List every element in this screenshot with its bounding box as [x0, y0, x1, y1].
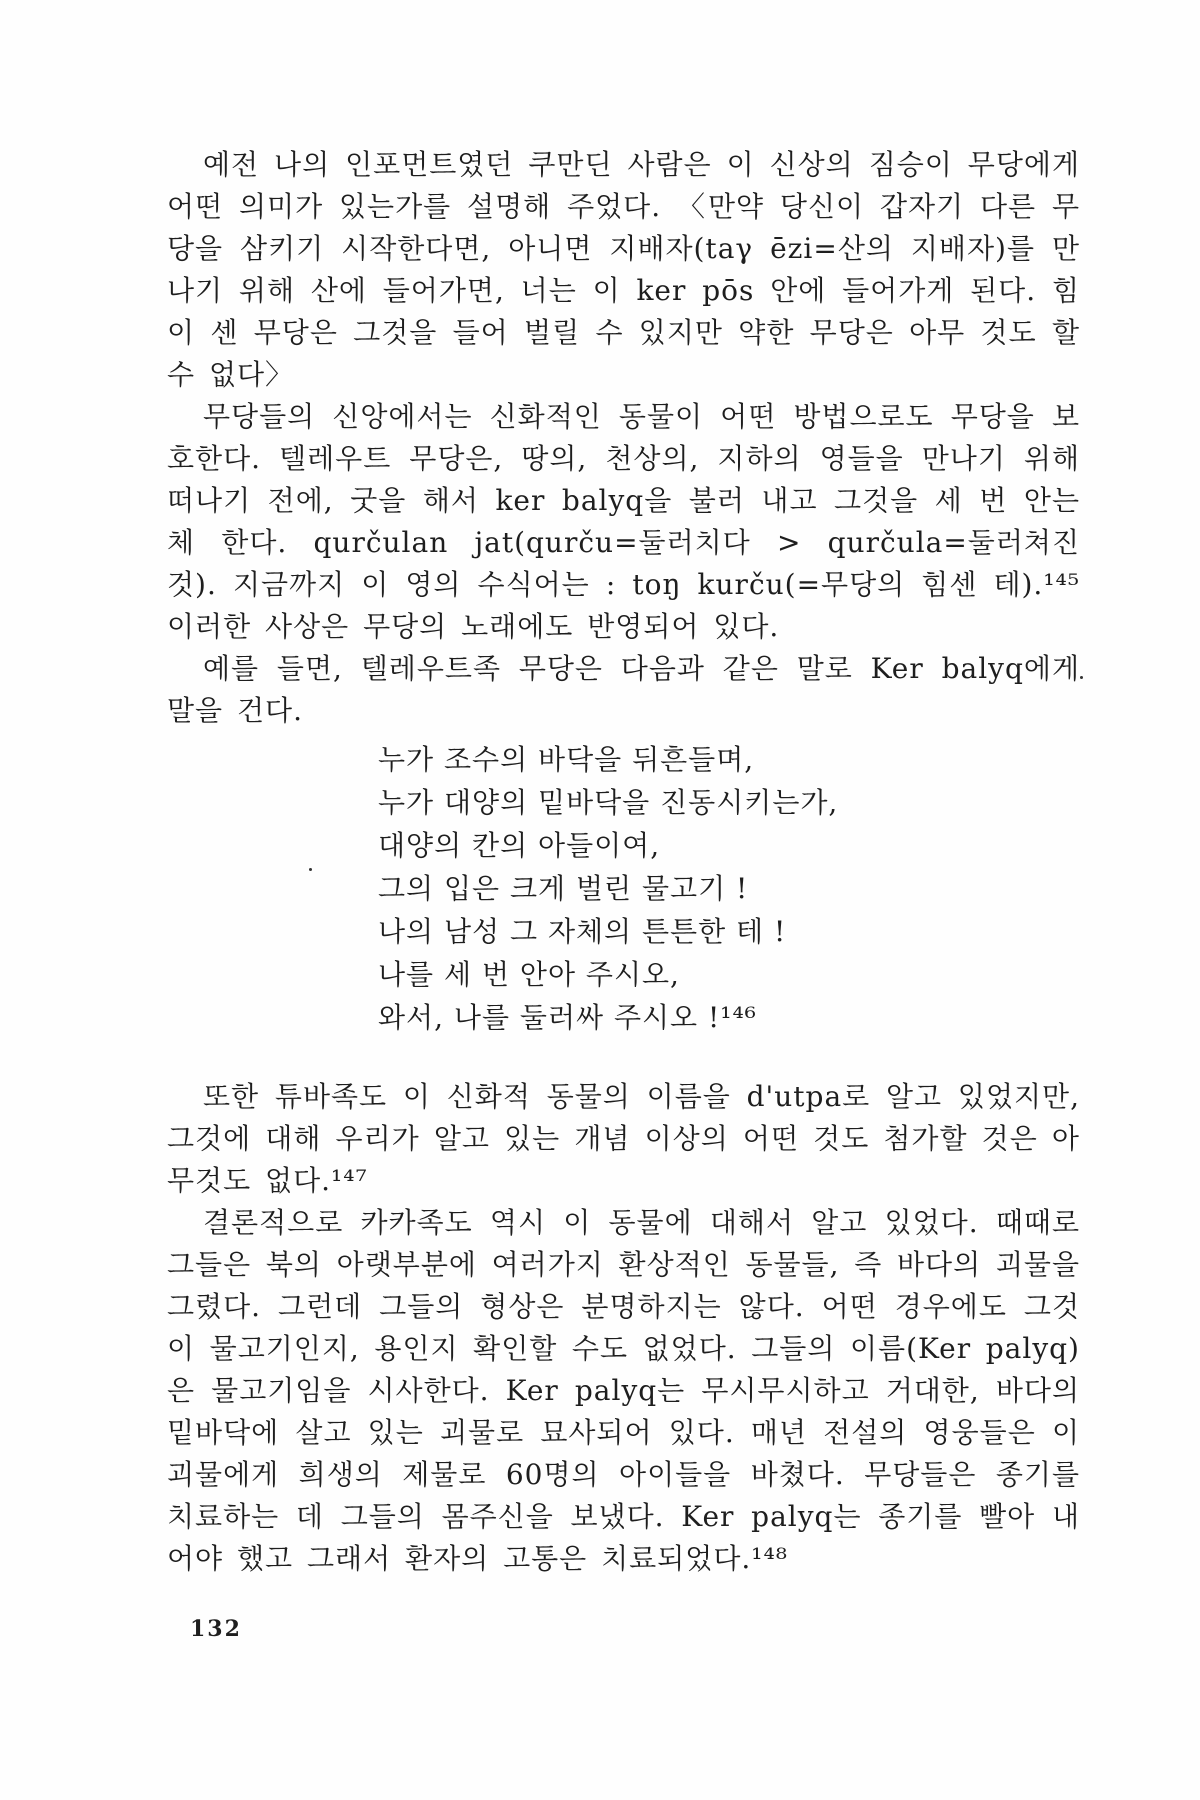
paragraph: 예전 나의 인포먼트였던 쿠만딘 사람은 이 신상의 짐승이 무당에게 어떤 의미가 있는가를 설명해 주었다. 〈만약 당신이 갑자기 다른 무당을 삼키기 시작한다면, 아니면 지배자(taγ ēzi=산의 지배자)를 만나기 위해 산에 들어가면, 너는 이 ker pōs 안에 들어가게 된다. 힘이 센 무당은 그것을 들어 벌릴 수 있지만 약한 무당은 아무 것도 할 수 없다〉 — [167, 148, 1080, 391]
body-text-top — [167, 144, 1080, 732]
body-text-bottom — [167, 1076, 1080, 1580]
verse-line: 와서, 나를 둘러싸 주시오 !¹⁴⁶ — [378, 1001, 757, 1034]
page-number: 132 — [190, 1616, 242, 1642]
paragraph: 결론적으로 카카족도 역시 이 동물에 대해서 알고 있었다. 때때로 그들은 북의 아랫부분에 여러가지 환상적인 동물들, 즉 바다의 괴물을 그렸다. 그런데 그들의 형상은 분명하지는 않다. 어떤 경우에도 그것이 물고기인지, 용인지 확인할 수도 없었다. 그들의 이름(Ker palyq)은 물고기임을 시사한다. Ker palyq는 무시무시하고 거대한, 바다의 밑바닥에 살고 있는 괴물로 묘사되어 있다. 매년 전설의 영웅들은 이 괴물에게 희생의 제물로 60명의 아이들을 바쳤다. 무당들은 종기를 치료하는 데 그들의 몸주신을 보냈다. Ker palyq는 종기를 빨아 내어야 했고 그래서 환자의 고통은 치료되었다.¹⁴⁸ — [167, 1206, 1080, 1575]
scan-speck — [1080, 676, 1083, 679]
quoted-verse — [378, 738, 998, 1039]
verse-line: 나의 남성 그 자체의 튼튼한 테 ! — [378, 915, 787, 948]
verse-line: 그의 입은 크게 벌린 물고기 ! — [378, 872, 749, 905]
paragraph: 예를 들면, 텔레우트족 무당은 다음과 같은 말로 Ker balyq에게 말을 건다. — [167, 652, 1080, 727]
paragraph: 또한 튜바족도 이 신화적 동물의 이름을 d'utpa로 알고 있었지만, 그것에 대해 우리가 알고 있는 개념 이상의 어떤 것도 첨가할 것은 아무것도 없다.¹⁴⁷ — [167, 1080, 1080, 1197]
paragraph: 무당들의 신앙에서는 신화적인 동물이 어떤 방법으로도 무당을 보호한다. 텔레우트 무당은, 땅의, 천상의, 지하의 영들을 만나기 위해 떠나기 전에, 굿을 해서 ker balyq을 불러 내고 그것을 세 번 안는 체 한다. qurčulan jat(qurču=둘러치다 > qurčula=둘러쳐진 것). 지금까지 이 영의 수식어는 : toŋ kurču(=무당의 힘센 테).¹⁴⁵ 이러한 사상은 무당의 노래에도 반영되어 있다. — [167, 400, 1080, 643]
verse-line: 나를 세 번 안아 주시오, — [378, 958, 680, 991]
verse-line: 누가 조수의 바닥을 뒤흔들며, — [378, 743, 755, 776]
verse-line: 대양의 칸의 아들이여, — [378, 829, 661, 862]
verse-line: 누가 대양의 밑바닥을 진동시키는가, — [378, 786, 839, 819]
scan-speck — [309, 868, 312, 871]
